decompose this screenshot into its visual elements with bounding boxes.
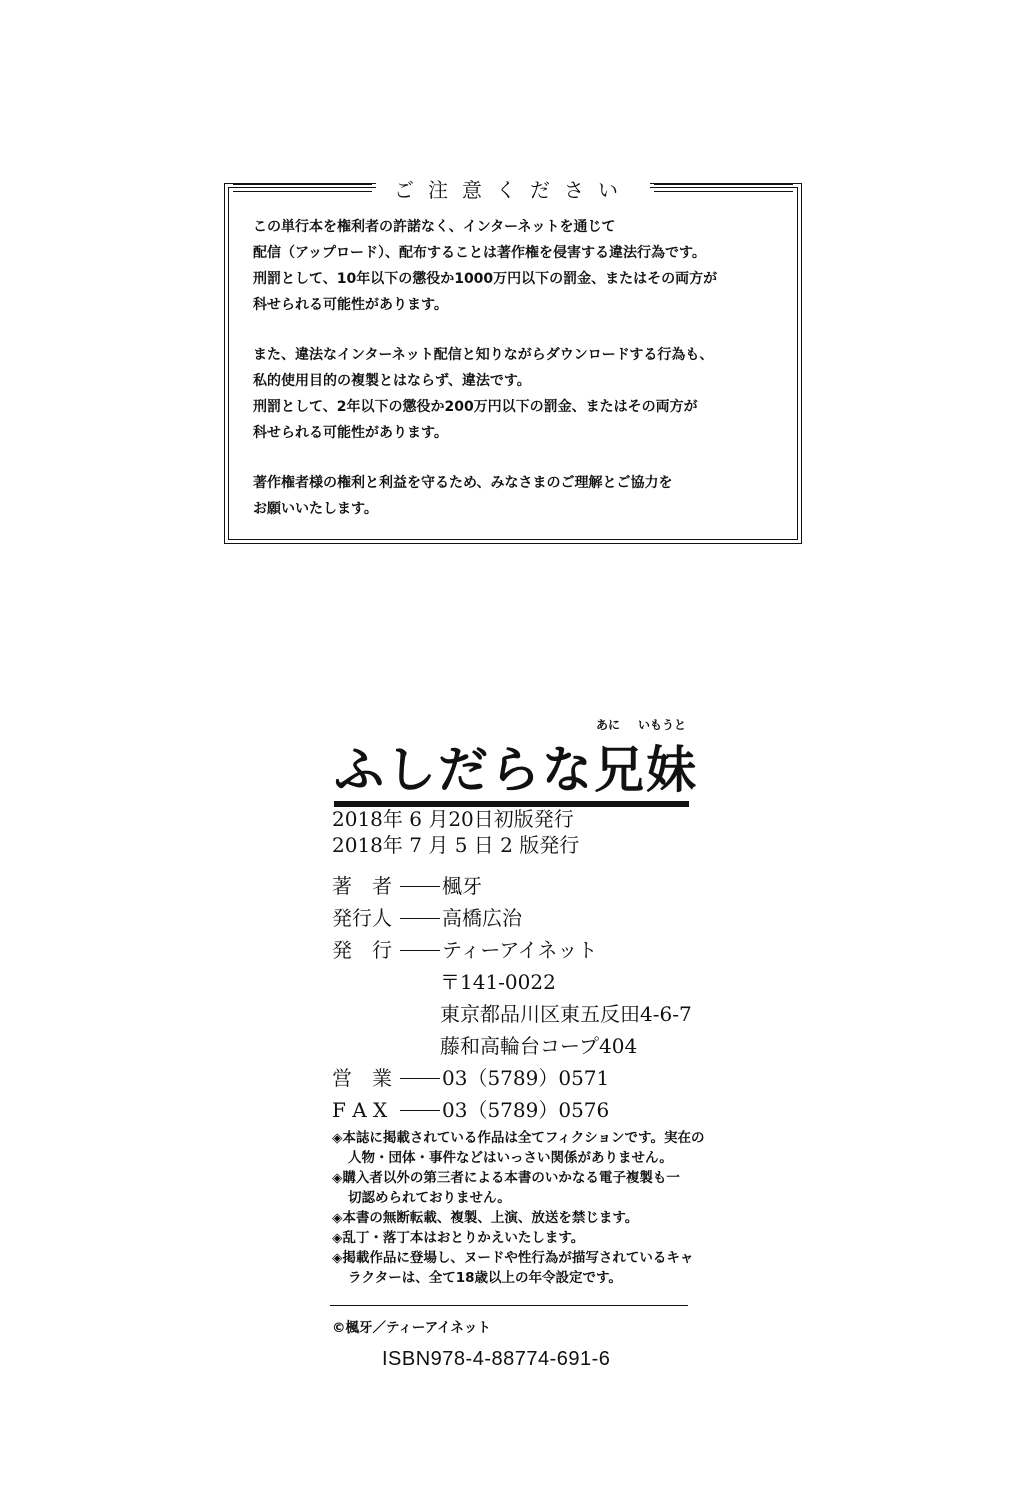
notice-line: 科せられる可能性があります。: [253, 425, 448, 441]
publisher-name: ティーアイネット: [442, 938, 598, 962]
isbn-number: ISBN978-4-88774-691-6: [382, 1348, 611, 1370]
note-line: 人物・団体・事件などはいっさい関係がありません。: [348, 1150, 673, 1166]
notice-paragraph-1: [253, 214, 787, 318]
note-line: ◈本誌に掲載されている作品は全てフィクションです。実在の: [332, 1130, 705, 1146]
dash-rule: [400, 1078, 440, 1079]
notice-line: 私的使用目的の複製とはならず、違法です。: [253, 373, 531, 389]
first-edition-date: 2018年 6 月20日初版発行: [332, 807, 574, 831]
notice-line: この単行本を権利者の許諾なく、インターネットを通じて: [253, 219, 616, 235]
dash-rule: [400, 950, 440, 951]
note-line: ラクターは、全て18歳以上の年令設定です。: [348, 1270, 622, 1286]
note-line: ◈掲載作品に登場し、ヌードや性行為が描写されているキャ: [332, 1250, 694, 1266]
dash-rule: [400, 886, 440, 887]
furigana-ani: あに: [596, 718, 621, 732]
title-left-rule: [233, 184, 372, 192]
postal-code: 〒141-0022: [440, 970, 556, 994]
fax-row: [332, 1094, 752, 1126]
note-line: ◈乱丁・落丁本はおとりかえいたします。: [332, 1230, 585, 1246]
title-right-rule: [654, 184, 793, 192]
sales-row: [332, 1062, 752, 1094]
notice-line: 刑罰として、10年以下の懲役か1000万円以下の罰金、またはその両方が: [253, 271, 718, 287]
notice-title-bar: [229, 174, 797, 202]
fax-label: F A X: [332, 1098, 388, 1122]
notice-paragraph-2: [253, 342, 787, 446]
dash-rule: [400, 1110, 440, 1111]
fax-number: 03（5789）0576: [442, 1098, 610, 1122]
dash-rule: [400, 918, 440, 919]
bottom-rule: [330, 1305, 688, 1306]
sales-label: 営 業: [332, 1066, 392, 1090]
furigana-imouto: いもうと: [638, 718, 687, 732]
note-line: ◈本書の無断転載、複製、上演、放送を禁じます。: [332, 1210, 639, 1226]
author-name: 楓牙: [442, 874, 482, 898]
notice-line: 配信（アップロード）、配布することは著作権を侵害する違法行為です。: [253, 245, 706, 261]
disclaimer-notes: [332, 1128, 752, 1288]
notice-title: ご注意ください: [376, 174, 650, 203]
notice-paragraph-3: [253, 470, 787, 522]
author-label: 著 者: [332, 874, 392, 898]
sales-phone: 03（5789）0571: [442, 1066, 610, 1090]
publisher-label: 発 行: [332, 938, 392, 962]
note-line: 切認められておりません。: [348, 1190, 511, 1206]
colophon: [332, 806, 752, 1288]
publisher-person-row: [332, 902, 752, 934]
notice-line: お願いいたします。: [253, 501, 378, 517]
notice-line: また、違法なインターネット配信と知りながらダウンロードする行為も、: [253, 347, 714, 363]
copyright-notice-box: [228, 177, 798, 540]
notice-line: 著作権者様の権利と利益を守るため、みなさまのご理解とご協力を: [253, 475, 673, 491]
note-line: ◈購入者以外の第三者による本書のいかなる電子複製も一: [332, 1170, 680, 1186]
address-line-1: 東京都品川区東五反田4-6-7: [440, 1002, 692, 1026]
publisher-person-name: 高橋広治: [442, 906, 522, 930]
notice-line: 科せられる可能性があります。: [253, 297, 448, 313]
notice-body: [253, 214, 787, 546]
publisher-row: [332, 934, 752, 966]
author-row: [332, 870, 752, 902]
book-title-area: [334, 716, 698, 800]
publication-dates: [332, 806, 752, 858]
address-line-2: 藤和高輪台コープ404: [440, 1034, 638, 1058]
second-edition-date: 2018年 7 月 5 日 2 版発行: [332, 833, 580, 857]
notice-line: 刑罰として、2年以下の懲役か200万円以下の罰金、またはその両方が: [253, 399, 698, 415]
copyright-line: ©楓牙／ティーアイネット: [332, 1320, 491, 1336]
book-title: ふしだらな兄妹: [334, 740, 698, 799]
publisher-person-label: 発行人: [332, 906, 392, 930]
